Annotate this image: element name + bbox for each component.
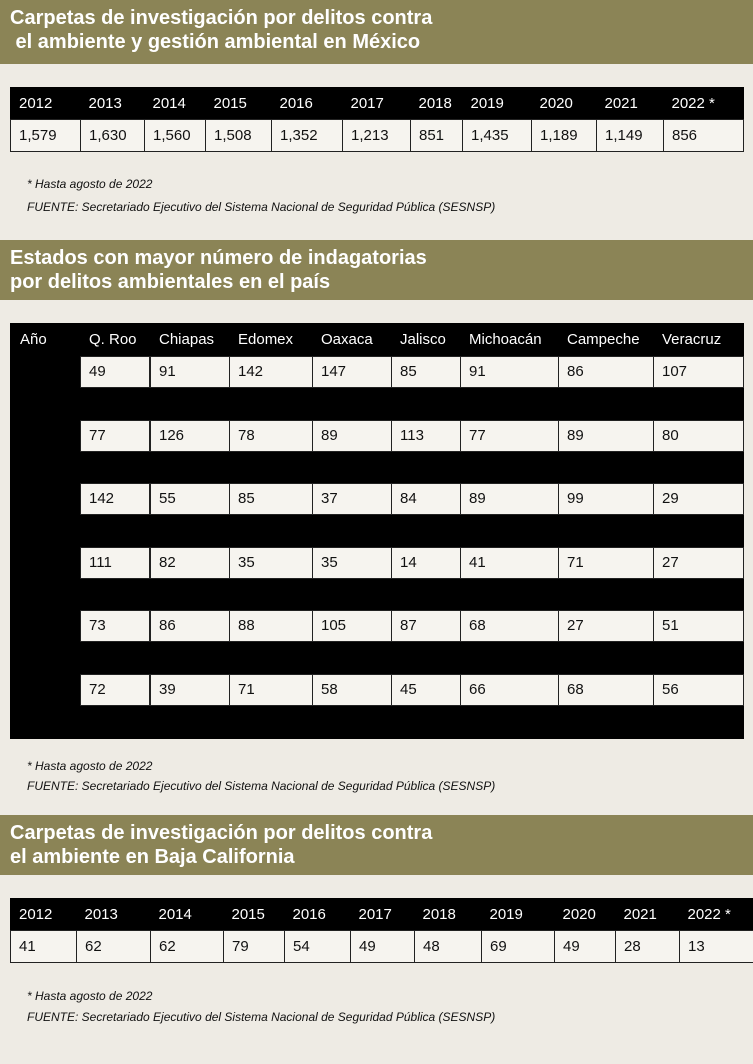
section2-footnote: * Hasta agosto de 2022	[27, 759, 153, 773]
section2-source: FUENTE: Secretariado Ejecutivo del Sistema Nacional de Seguridad Pública (SESNSP)	[27, 779, 496, 793]
value-cell: 1,508	[206, 120, 272, 152]
year-cell: 2019	[463, 88, 532, 120]
state-value-cell: 27	[653, 547, 744, 579]
year-cell: 2017	[351, 899, 415, 931]
state-value-cell: 88	[229, 610, 313, 642]
section3-footnote: * Hasta agosto de 2022	[27, 989, 153, 1003]
year-cell: 2016	[272, 88, 343, 120]
section2-title-line2: por delitos ambientales en el país	[10, 271, 331, 293]
value-cell: 1,435	[463, 120, 532, 152]
state-value-cell: 35	[229, 547, 313, 579]
state-value-cell: 51	[653, 610, 744, 642]
value-cell: 1,189	[532, 120, 597, 152]
year-cell: 2013	[77, 899, 151, 931]
state-value-cell: 82	[150, 547, 230, 579]
state-value-cell: 55	[150, 483, 230, 515]
state-value-cell: 80	[653, 420, 744, 452]
year-header-row	[11, 899, 753, 931]
state-value-cell: 142	[229, 356, 313, 388]
section1-title-line2: el ambiente y gestión ambiental en México	[10, 31, 421, 53]
state-value-cell: 41	[460, 547, 559, 579]
section2-title	[0, 240, 753, 300]
state-value-cell: 71	[558, 547, 654, 579]
state-value-cell: 91	[460, 356, 559, 388]
value-cell: 1,213	[343, 120, 411, 152]
value-cell: 1,149	[597, 120, 664, 152]
state-value-cell: 85	[391, 356, 461, 388]
state-value-cell: 107	[653, 356, 744, 388]
state-header: Q. Roo	[89, 331, 137, 348]
year-cell: 2013	[81, 88, 145, 120]
value-cell: 62	[77, 931, 151, 963]
section2-title-line1: Estados con mayor número de indagatorias	[10, 247, 427, 269]
state-header: Michoacán	[469, 331, 542, 348]
year-cell: 2017	[343, 88, 411, 120]
value-cell: 41	[11, 931, 77, 963]
section1-title-line1: Carpetas de investigación por delitos contra	[10, 7, 433, 29]
year-cell: 2021	[597, 88, 664, 120]
value-cell: 49	[555, 931, 616, 963]
section3-title-line2: el ambiente en Baja California	[10, 846, 295, 868]
value-cell: 62	[151, 931, 224, 963]
state-value-cell: 73	[80, 610, 150, 642]
section1-footnote: * Hasta agosto de 2022	[27, 177, 153, 191]
state-value-cell: 35	[312, 547, 392, 579]
value-cell: 1,352	[272, 120, 343, 152]
value-cell: 13	[680, 931, 753, 963]
state-value-cell: 84	[391, 483, 461, 515]
state-value-cell: 45	[391, 674, 461, 706]
state-value-cell: 56	[653, 674, 744, 706]
value-cell: 1,630	[81, 120, 145, 152]
value-cell: 49	[351, 931, 415, 963]
year-cell: 2015	[224, 899, 285, 931]
values-row	[11, 931, 753, 963]
year-cell: 2018	[411, 88, 463, 120]
year-cell: 2019	[482, 899, 555, 931]
year-cell: 2014	[145, 88, 206, 120]
year-cell: 2012	[11, 899, 77, 931]
year-cell: 2021	[616, 899, 680, 931]
year-header-row	[11, 88, 744, 120]
state-value-cell: 78	[229, 420, 313, 452]
state-value-cell: 14	[391, 547, 461, 579]
state-value-cell: 91	[150, 356, 230, 388]
state-value-cell: 99	[558, 483, 654, 515]
state-value-cell: 126	[150, 420, 230, 452]
state-header: Chiapas	[159, 331, 215, 348]
year-cell: 2022 *	[664, 88, 744, 120]
states-table	[10, 323, 744, 739]
state-header: Veracruz	[662, 331, 722, 348]
state-value-cell: 85	[229, 483, 313, 515]
section3-title-line1: Carpetas de investigación por delitos contra	[10, 822, 433, 844]
value-cell: 28	[616, 931, 680, 963]
state-value-cell: 71	[229, 674, 313, 706]
baja-california-table	[10, 898, 753, 963]
values-row	[11, 120, 744, 152]
state-value-cell: 113	[391, 420, 461, 452]
state-value-cell: 37	[312, 483, 392, 515]
section3-source: FUENTE: Secretariado Ejecutivo del Sistema Nacional de Seguridad Pública (SESNSP)	[27, 1010, 496, 1024]
state-value-cell: 49	[80, 356, 150, 388]
value-cell: 1,579	[11, 120, 81, 152]
state-value-cell: 27	[558, 610, 654, 642]
year-cell: 2014	[151, 899, 224, 931]
state-value-cell: 58	[312, 674, 392, 706]
state-header: Campeche	[567, 331, 640, 348]
year-cell: 2018	[415, 899, 482, 931]
year-cell: 2015	[206, 88, 272, 120]
state-value-cell: 72	[80, 674, 150, 706]
state-value-cell: 86	[558, 356, 654, 388]
section1-source: FUENTE: Secretariado Ejecutivo del Sistema Nacional de Seguridad Pública (SESNSP)	[27, 200, 496, 214]
year-column-header: Año	[20, 331, 47, 348]
state-value-cell: 68	[558, 674, 654, 706]
value-cell: 48	[415, 931, 482, 963]
state-value-cell: 89	[460, 483, 559, 515]
year-cell: 2020	[532, 88, 597, 120]
year-cell: 2020	[555, 899, 616, 931]
state-value-cell: 77	[460, 420, 559, 452]
state-value-cell: 86	[150, 610, 230, 642]
value-cell: 856	[664, 120, 744, 152]
state-value-cell: 68	[460, 610, 559, 642]
state-value-cell: 87	[391, 610, 461, 642]
state-value-cell: 111	[80, 547, 150, 579]
state-header: Edomex	[238, 331, 294, 348]
state-value-cell: 105	[312, 610, 392, 642]
state-value-cell: 39	[150, 674, 230, 706]
state-header: Oaxaca	[321, 331, 373, 348]
year-cell: 2016	[285, 899, 351, 931]
year-cell: 2012	[11, 88, 81, 120]
state-value-cell: 77	[80, 420, 150, 452]
section3-title	[0, 815, 753, 875]
state-value-cell: 29	[653, 483, 744, 515]
value-cell: 79	[224, 931, 285, 963]
state-header: Jalisco	[400, 331, 446, 348]
national-cases-table	[10, 87, 744, 152]
state-value-cell: 147	[312, 356, 392, 388]
state-value-cell: 142	[80, 483, 150, 515]
year-cell: 2022 *	[680, 899, 753, 931]
state-value-cell: 89	[312, 420, 392, 452]
value-cell: 69	[482, 931, 555, 963]
state-value-cell: 89	[558, 420, 654, 452]
value-cell: 851	[411, 120, 463, 152]
state-value-cell: 66	[460, 674, 559, 706]
value-cell: 54	[285, 931, 351, 963]
section1-title	[0, 0, 753, 64]
value-cell: 1,560	[145, 120, 206, 152]
